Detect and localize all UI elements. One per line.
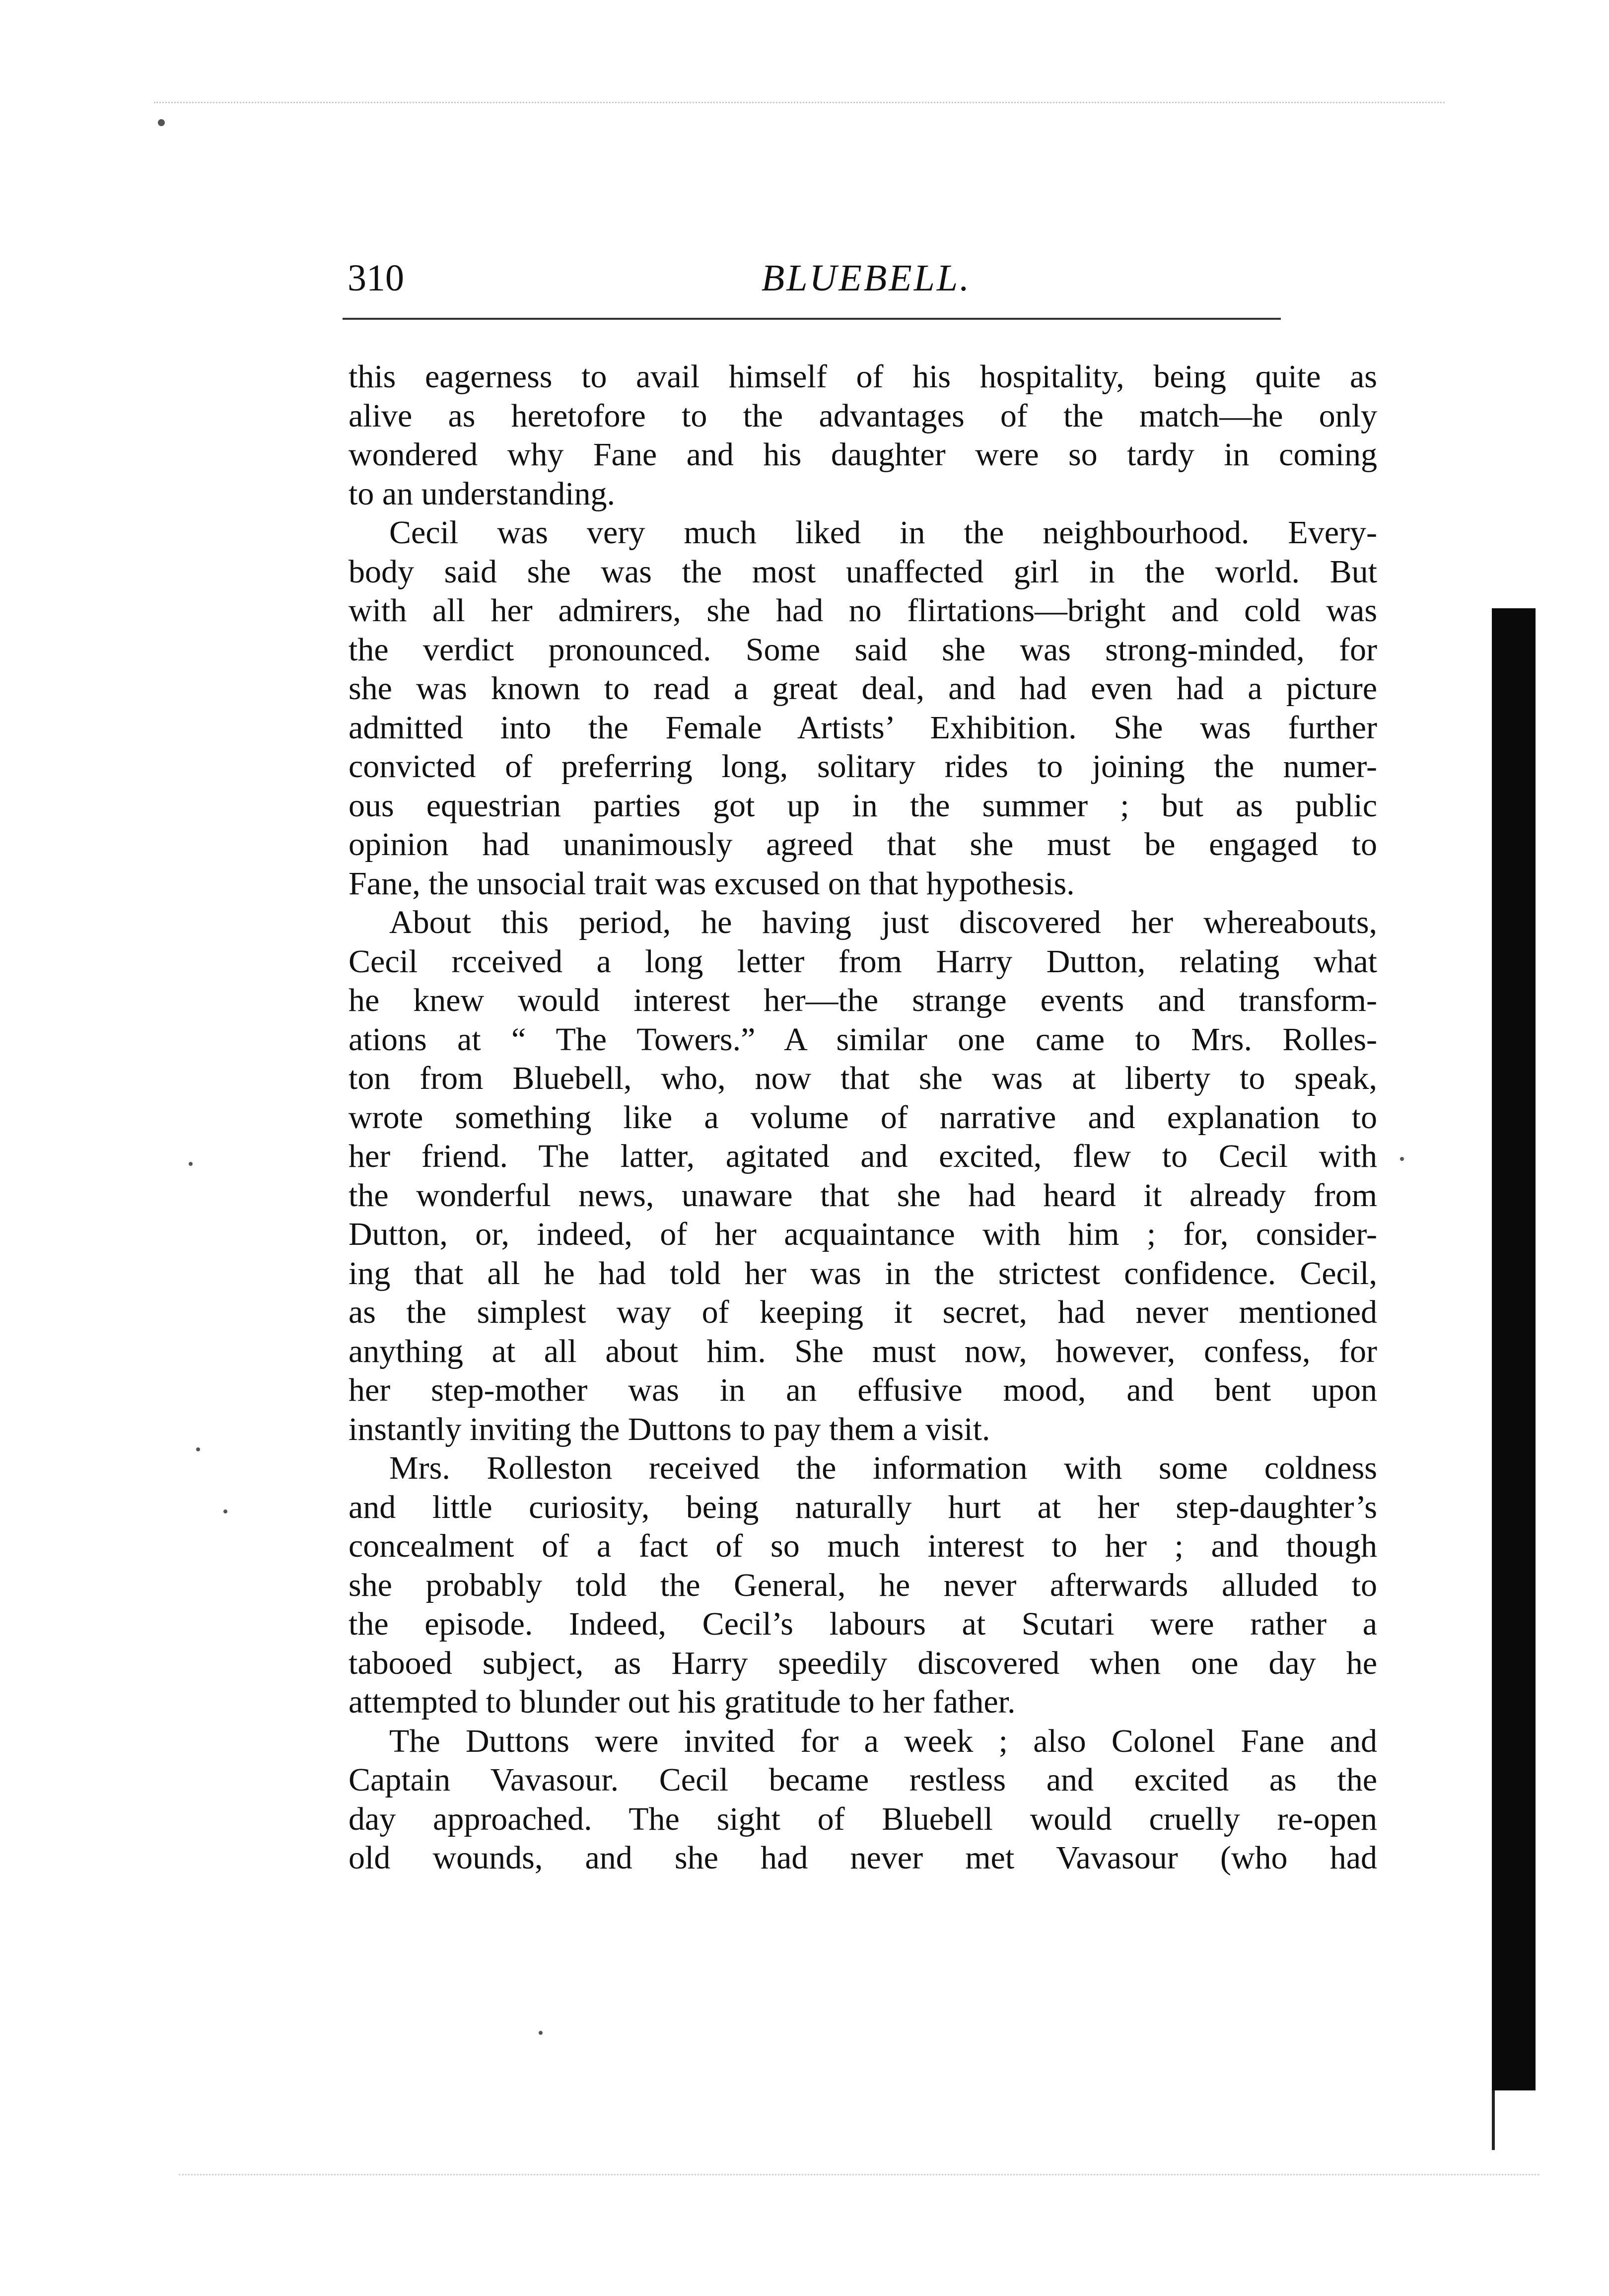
- running-title: BLUEBELL.: [761, 257, 972, 299]
- text-line: the wonderful news, unaware that she had heard it already from: [349, 1177, 1377, 1214]
- scan-noise-bottom: [179, 2174, 1539, 2177]
- text-line: her friend. The latter, agitated and excited, flew to Cecil with: [349, 1138, 1377, 1174]
- text-line: Fane, the unsocial trait was excused on that hypothesis.: [349, 865, 1075, 902]
- text-line: instantly inviting the Duttons to pay them a visit.: [349, 1411, 990, 1447]
- text-line: concealment of a fact of so much interest to her ; and though: [349, 1528, 1377, 1564]
- text-line: opinion had unanimously agreed that she must be engaged to: [349, 826, 1377, 862]
- text-line: Dutton, or, indeed, of her acquaintance with him ; for, consider-: [349, 1216, 1377, 1252]
- text-line: Cecil rcceived a long letter from Harry Dutton, relating what: [349, 943, 1377, 980]
- body-text: [349, 358, 1377, 1878]
- text-line: wrote something like a volume of narrative and explanation to: [349, 1099, 1377, 1136]
- scan-speck: [223, 1509, 227, 1513]
- page-header: [348, 251, 1385, 305]
- page-number: 310: [348, 257, 404, 299]
- text-line: with all her admirers, she had no flirtations—bright and cold was: [349, 592, 1377, 629]
- scan-margin-bar: [1492, 608, 1536, 2090]
- text-line: as the simplest way of keeping it secret, had never mentioned: [349, 1294, 1377, 1330]
- scan-margin-bar-foot: [1492, 2090, 1495, 2150]
- text-line: ations at “ The Towers.” A similar one came to Mrs. Rolles-: [349, 1021, 1377, 1058]
- scan-speck: [189, 1162, 193, 1166]
- text-line: old wounds, and she had never met Vavasour (who had: [349, 1840, 1377, 1876]
- text-line: to an understanding.: [349, 475, 616, 512]
- text-line: alive as heretofore to the advantages of the match—he only: [349, 397, 1377, 434]
- text-line: anything at all about him. She must now, however, confess, for: [349, 1333, 1377, 1369]
- text-line: convicted of preferring long, solitary rides to joining the numer-: [349, 748, 1377, 785]
- scan-noise-top: [154, 102, 1445, 105]
- text-line: this eagerness to avail himself of his hospitality, being quite as: [349, 359, 1377, 395]
- text-line: body said she was the most unaffected girl in the world. But: [349, 553, 1377, 590]
- text-line: she probably told the General, he never afterwards alluded to: [349, 1567, 1377, 1603]
- text-line: she was known to read a great deal, and had even had a picture: [349, 670, 1377, 707]
- scan-speck: [158, 119, 165, 126]
- header-rule: [343, 318, 1281, 320]
- text-line: and little curiosity, being naturally hurt at her step-daughter’s: [349, 1489, 1377, 1525]
- text-line: Cecil was very much liked in the neighbourhood. Every-: [389, 514, 1377, 551]
- text-line: day approached. The sight of Bluebell would cruelly re-open: [349, 1800, 1377, 1837]
- text-line: ton from Bluebell, who, now that she was at liberty to speak,: [349, 1060, 1377, 1096]
- scan-speck: [1400, 1157, 1404, 1161]
- text-line: Captain Vavasour. Cecil became restless and excited as the: [349, 1762, 1377, 1798]
- scan-speck: [539, 2031, 543, 2035]
- text-line: the verdict pronounced. Some said she was strong-minded, for: [349, 631, 1377, 668]
- text-line: her step-mother was in an effusive mood, and bent upon: [349, 1372, 1377, 1408]
- text-line: the episode. Indeed, Cecil’s labours at Scutari were rather a: [349, 1606, 1377, 1642]
- text-line: he knew would interest her—the strange events and transform-: [349, 982, 1377, 1018]
- text-line: ous equestrian parties got up in the summer ; but as public: [349, 787, 1377, 824]
- text-line: ing that all he had told her was in the strictest confidence. Cecil,: [349, 1255, 1377, 1292]
- text-line: About this period, he having just discovered her whereabouts,: [389, 904, 1377, 940]
- text-line: tabooed subject, as Harry speedily discovered when one day he: [349, 1645, 1377, 1681]
- text-line: admitted into the Female Artists’ Exhibition. She was further: [349, 709, 1377, 746]
- text-line: attempted to blunder out his gratitude to her father.: [349, 1684, 1016, 1720]
- scan-speck: [196, 1447, 200, 1451]
- text-line: wondered why Fane and his daughter were so tardy in coming: [349, 436, 1377, 473]
- text-line: The Duttons were invited for a week ; also Colonel Fane and: [389, 1722, 1377, 1759]
- text-line: Mrs. Rolleston received the information with some coldness: [389, 1450, 1377, 1486]
